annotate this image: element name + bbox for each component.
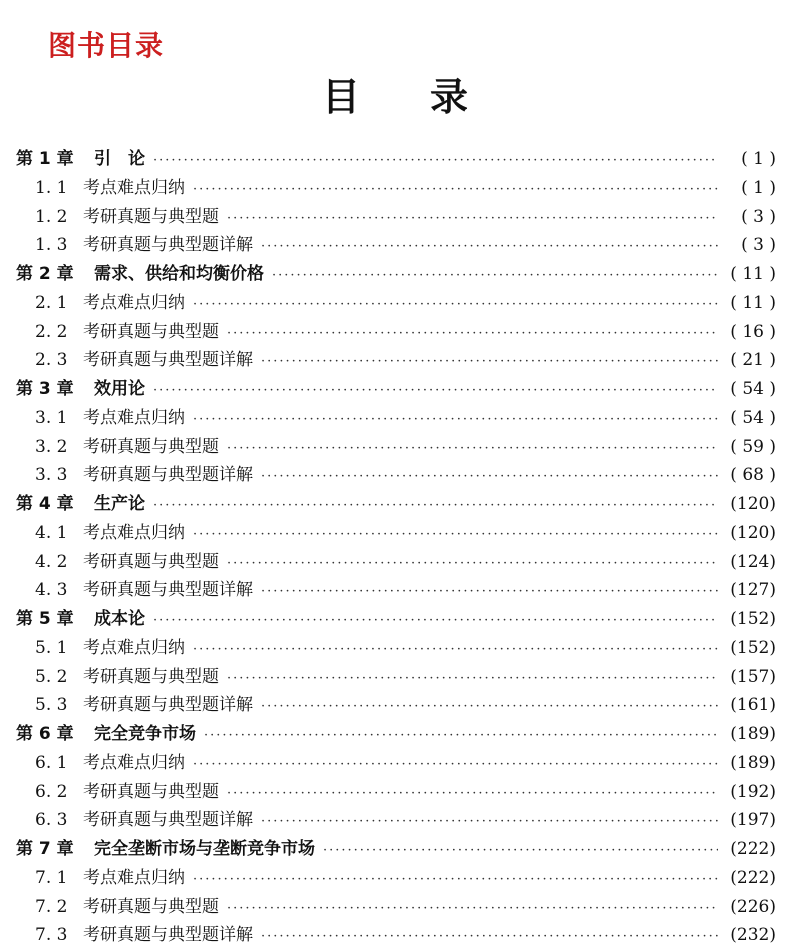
section-number: 1. 1 (35, 177, 68, 198)
section-number: 5. 1 (35, 637, 68, 658)
dot-leader (261, 923, 718, 952)
toc-chapter-entry[interactable] (16, 605, 780, 634)
dot-leader (153, 147, 718, 176)
section-number: 6. 2 (35, 781, 68, 802)
section-title: 考研真题与典型题 (83, 321, 219, 342)
toc-section-entry[interactable] (16, 576, 780, 605)
chapter-title: 需求、供给和均衡价格 (94, 264, 264, 284)
page-number: (222) (730, 839, 776, 859)
chapter-title: 生产论 (94, 494, 145, 514)
section-number: 1. 3 (35, 235, 68, 256)
page-number: (161) (730, 695, 776, 716)
dot-leader (204, 722, 718, 751)
page-number: (124) (730, 551, 776, 572)
toc-section-entry[interactable] (16, 634, 780, 663)
chapter-number: 第 5 章 (16, 609, 74, 629)
section-title: 考研真题与典型题 (83, 436, 219, 457)
toc-section-entry[interactable] (16, 691, 780, 720)
dot-leader (153, 607, 718, 636)
section-title: 考研真题与典型题详解 (83, 580, 253, 601)
toc-chapter-entry[interactable] (16, 145, 780, 174)
section-number: 2. 2 (35, 321, 68, 342)
toc-chapter-entry[interactable] (16, 260, 780, 289)
toc-section-entry[interactable] (16, 433, 780, 462)
section-number: 1. 2 (35, 206, 68, 227)
toc-chapter-entry[interactable] (16, 720, 780, 749)
toc-section-entry[interactable] (16, 806, 780, 835)
dot-leader (227, 665, 718, 694)
table-of-contents (16, 145, 780, 950)
section-number: 7. 2 (35, 896, 68, 917)
toc-section-entry[interactable] (16, 921, 780, 950)
section-title: 考点难点归纳 (83, 292, 185, 313)
page-number: (189) (730, 724, 776, 744)
dot-leader (193, 521, 718, 550)
chapter-title: 效用论 (94, 379, 145, 399)
dot-leader (193, 866, 718, 895)
dot-leader (323, 837, 718, 866)
page-number: (120) (730, 522, 776, 543)
dot-leader (261, 233, 718, 262)
chapter-number: 第 2 章 (16, 264, 74, 284)
chapter-number: 第 7 章 (16, 839, 74, 859)
section-number: 5. 3 (35, 695, 68, 716)
page-number: ( 59 ) (730, 436, 776, 457)
section-number: 4. 3 (35, 580, 68, 601)
toc-section-entry[interactable] (16, 231, 780, 260)
section-number: 5. 2 (35, 666, 68, 687)
dot-leader (272, 262, 718, 291)
toc-section-entry[interactable] (16, 663, 780, 692)
toc-section-entry[interactable] (16, 461, 780, 490)
section-title: 考研真题与典型题详解 (83, 925, 253, 946)
section-number: 4. 1 (35, 522, 68, 543)
section-title: 考点难点归纳 (83, 407, 185, 428)
page-number: (189) (730, 752, 776, 773)
page-number: ( 68 ) (730, 465, 776, 486)
dot-leader (227, 780, 718, 809)
section-title: 考研真题与典型题详解 (83, 465, 253, 486)
dot-leader (261, 348, 718, 377)
dot-leader (153, 492, 718, 521)
toc-section-entry[interactable] (16, 346, 780, 375)
section-number: 6. 1 (35, 752, 68, 773)
page-number: ( 11 ) (730, 264, 776, 284)
toc-section-entry[interactable] (16, 893, 780, 922)
page-number: (226) (730, 896, 776, 917)
toc-section-entry[interactable] (16, 289, 780, 318)
page-number: (157) (730, 666, 776, 687)
section-title: 考研真题与典型题 (83, 781, 219, 802)
dot-leader (193, 636, 718, 665)
toc-section-entry[interactable] (16, 519, 780, 548)
page-number: ( 16 ) (730, 321, 776, 342)
section-title: 考点难点归纳 (83, 177, 185, 198)
page-number: ( 3 ) (741, 235, 776, 256)
page-number: ( 11 ) (730, 292, 776, 313)
toc-section-entry[interactable] (16, 864, 780, 893)
dot-leader (227, 205, 718, 234)
section-title: 考研真题与典型题 (83, 206, 219, 227)
dot-leader (193, 751, 718, 780)
section-title: 考研真题与典型题详解 (83, 695, 253, 716)
page-number: (192) (730, 781, 776, 802)
section-title: 考研真题与典型题详解 (83, 350, 253, 371)
section-title: 考点难点归纳 (83, 752, 185, 773)
section-title: 考研真题与典型题详解 (83, 235, 253, 256)
toc-section-entry[interactable] (16, 203, 780, 232)
section-number: 6. 3 (35, 810, 68, 831)
section-title: 考研真题与典型题详解 (83, 810, 253, 831)
dot-leader (261, 463, 718, 492)
page-title: 目录 (321, 74, 538, 119)
dot-leader (153, 377, 718, 406)
chapter-title: 引 论 (94, 149, 145, 169)
toc-section-entry[interactable] (16, 548, 780, 577)
chapter-title: 完全垄断市场与垄断竞争市场 (94, 839, 315, 859)
toc-chapter-entry[interactable] (16, 490, 780, 519)
chapter-number: 第 1 章 (16, 149, 74, 169)
page-number: (232) (730, 925, 776, 946)
dot-leader (193, 291, 718, 320)
section-number: 7. 3 (35, 925, 68, 946)
chapter-title: 成本论 (94, 609, 145, 629)
section-number: 3. 3 (35, 465, 68, 486)
section-number: 2. 3 (35, 350, 68, 371)
chapter-title: 完全竞争市场 (94, 724, 196, 744)
section-title: 考研真题与典型题 (83, 896, 219, 917)
section-title: 考点难点归纳 (83, 867, 185, 888)
page-number: ( 54 ) (730, 407, 776, 428)
dot-leader (227, 895, 718, 924)
chapter-number: 第 3 章 (16, 379, 74, 399)
section-title: 考研真题与典型题 (83, 666, 219, 687)
page-number: (120) (730, 494, 776, 514)
chapter-number: 第 4 章 (16, 494, 74, 514)
page-number: (152) (730, 637, 776, 658)
page-number: ( 1 ) (741, 149, 776, 169)
section-title: 考点难点归纳 (83, 637, 185, 658)
page-number: (197) (730, 810, 776, 831)
section-title: 考研真题与典型题 (83, 551, 219, 572)
toc-section-entry[interactable] (16, 778, 780, 807)
dot-leader (261, 808, 718, 837)
dot-leader (227, 435, 718, 464)
banner-title: 图书目录 (48, 29, 165, 62)
toc-chapter-entry[interactable] (16, 375, 780, 404)
section-number: 3. 1 (35, 407, 68, 428)
section-title: 考点难点归纳 (83, 522, 185, 543)
section-number: 2. 1 (35, 292, 68, 313)
toc-chapter-entry[interactable] (16, 835, 780, 864)
page-number: ( 1 ) (741, 177, 776, 198)
dot-leader (227, 550, 718, 579)
page-number: (127) (730, 580, 776, 601)
dot-leader (261, 693, 718, 722)
page-number: ( 21 ) (730, 350, 776, 371)
section-number: 4. 2 (35, 551, 68, 572)
toc-section-entry[interactable] (16, 318, 780, 347)
section-number: 7. 1 (35, 867, 68, 888)
dot-leader (227, 320, 718, 349)
toc-section-entry[interactable] (16, 749, 780, 778)
page-number: ( 3 ) (741, 206, 776, 227)
page-number: (222) (730, 867, 776, 888)
dot-leader (261, 578, 718, 607)
section-number: 3. 2 (35, 436, 68, 457)
toc-section-entry[interactable] (16, 174, 780, 203)
dot-leader (193, 176, 718, 205)
page-number: ( 54 ) (730, 379, 776, 399)
dot-leader (193, 406, 718, 435)
page-number: (152) (730, 609, 776, 629)
chapter-number: 第 6 章 (16, 724, 74, 744)
toc-section-entry[interactable] (16, 404, 780, 433)
